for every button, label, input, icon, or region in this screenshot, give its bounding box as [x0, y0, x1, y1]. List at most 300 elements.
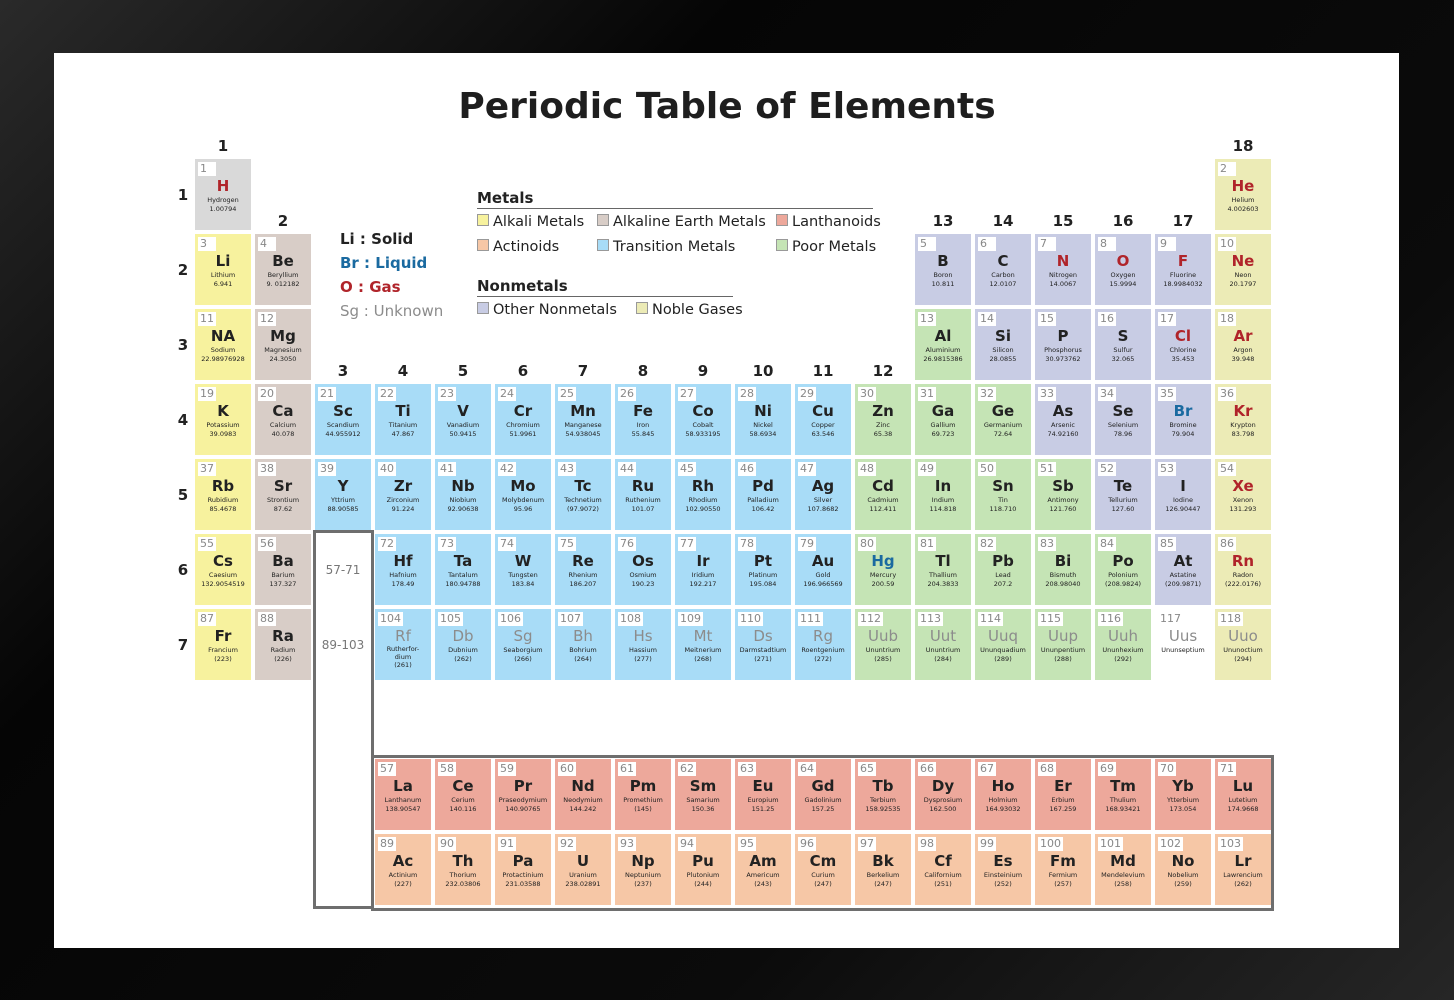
element-name: Silver [813, 496, 833, 504]
element-name: Gallium [930, 421, 956, 429]
element-name: Hafnium [389, 571, 417, 579]
element-name: Barium [271, 571, 295, 579]
atomic-mass: 18.9984032 [1163, 280, 1203, 288]
atomic-mass: (223) [214, 655, 232, 663]
element-cell[interactable] [555, 834, 611, 905]
element-symbol: Po [1112, 552, 1134, 570]
element-cell[interactable] [1215, 609, 1271, 680]
atomic-mass: (251) [934, 880, 952, 888]
atomic-number: 27 [680, 387, 694, 400]
element-symbol: Mo [510, 477, 536, 495]
f-block-bracket [313, 530, 374, 909]
element-cell[interactable] [1215, 159, 1271, 230]
atomic-number: 57 [380, 762, 394, 775]
element-cell[interactable] [855, 609, 911, 680]
element-cell[interactable] [855, 759, 911, 830]
element-cell[interactable] [1035, 309, 1091, 380]
element-symbol: Cl [1174, 327, 1192, 345]
atomic-mass: 190.23 [631, 580, 655, 588]
element-cell[interactable] [1155, 534, 1211, 605]
atomic-mass: 207.2 [993, 580, 1013, 588]
element-symbol: Pr [513, 777, 533, 795]
element-symbol: Pm [629, 777, 657, 795]
element-cell[interactable] [375, 384, 431, 455]
atomic-number: 52 [1100, 462, 1114, 475]
atomic-number: 82 [980, 537, 994, 550]
atomic-mass: 192.217 [689, 580, 717, 588]
element-cell[interactable] [615, 834, 671, 905]
element-name: Roentgenium [801, 646, 845, 654]
element-cell[interactable] [915, 309, 971, 380]
element-name: Ruthenium [625, 496, 661, 504]
element-name: Tungsten [508, 571, 538, 579]
element-cell[interactable] [1095, 309, 1151, 380]
element-cell[interactable] [315, 384, 371, 455]
element-symbol: K [217, 402, 229, 420]
element-symbol: Li [215, 252, 231, 270]
element-name: Americum [746, 871, 780, 879]
element-symbol: Ru [631, 477, 655, 495]
atomic-mass: 204.3833 [927, 580, 959, 588]
element-cell[interactable] [975, 459, 1031, 530]
element-cell[interactable] [435, 609, 491, 680]
atomic-number: 29 [800, 387, 814, 400]
element-cell[interactable] [255, 534, 311, 605]
element-cell[interactable] [375, 459, 431, 530]
element-symbol: Sg [513, 627, 533, 645]
element-cell[interactable] [975, 609, 1031, 680]
atomic-mass: 50.9415 [449, 430, 477, 438]
element-name: Erbium [1051, 796, 1075, 804]
element-cell[interactable] [1095, 459, 1151, 530]
element-cell[interactable] [915, 834, 971, 905]
atomic-number: 21 [320, 387, 334, 400]
atomic-number: 77 [680, 537, 694, 550]
element-cell[interactable] [1095, 384, 1151, 455]
element-name: Lawrencium [1223, 871, 1263, 879]
element-cell[interactable] [435, 459, 491, 530]
element-cell[interactable] [375, 834, 431, 905]
element-cell[interactable] [915, 609, 971, 680]
atomic-number: 115 [1040, 612, 1061, 625]
element-cell[interactable] [495, 759, 551, 830]
element-cell[interactable] [1155, 834, 1211, 905]
element-cell[interactable] [495, 609, 551, 680]
atomic-mass: 174.9668 [1227, 805, 1259, 813]
element-cell[interactable] [615, 534, 671, 605]
element-name: Indium [931, 496, 955, 504]
state-legend-liquid: Br : Liquid [340, 254, 428, 272]
element-name: Antimony [1047, 496, 1079, 504]
legend-swatch [776, 214, 788, 226]
atomic-mass: 138.90547 [385, 805, 421, 813]
legend-swatch [776, 239, 788, 251]
element-cell[interactable] [495, 834, 551, 905]
atomic-mass: (277) [634, 655, 652, 663]
element-symbol: Cd [872, 477, 894, 495]
atomic-number: 111 [800, 612, 821, 625]
atomic-number: 1 [198, 162, 216, 176]
element-symbol: Co [692, 402, 714, 420]
atomic-number: 20 [260, 387, 274, 400]
atomic-number: 94 [680, 837, 694, 850]
element-cell[interactable] [255, 609, 311, 680]
atomic-number: 89 [380, 837, 394, 850]
element-name: Thallium [929, 571, 957, 579]
element-cell[interactable] [1035, 534, 1091, 605]
atomic-number: 71 [1220, 762, 1234, 775]
atomic-number: 73 [440, 537, 454, 550]
element-cell[interactable] [1155, 759, 1211, 830]
atomic-mass: 40.078 [271, 430, 295, 438]
element-name: Samarium [686, 796, 720, 804]
atomic-number: 43 [560, 462, 574, 475]
element-name: Ununhexium [1102, 646, 1144, 654]
element-cell[interactable] [735, 534, 791, 605]
atomic-number: 67 [980, 762, 994, 775]
element-cell[interactable] [675, 609, 731, 680]
element-symbol: Zr [393, 477, 413, 495]
element-cell[interactable] [735, 384, 791, 455]
element-symbol: Ta [453, 552, 473, 570]
element-symbol: Os [632, 552, 654, 570]
atomic-number: 110 [740, 612, 761, 625]
element-cell[interactable] [1215, 384, 1271, 455]
element-cell[interactable] [255, 384, 311, 455]
element-cell[interactable] [1215, 759, 1271, 830]
element-symbol: Re [572, 552, 594, 570]
atomic-mass: 30.973762 [1045, 355, 1081, 363]
element-cell[interactable] [975, 759, 1031, 830]
element-cell[interactable] [195, 459, 251, 530]
element-symbol: I [1180, 477, 1186, 495]
element-name: Aluminium [925, 346, 961, 354]
element-cell[interactable] [1095, 234, 1151, 305]
legend-item [477, 214, 584, 230]
element-cell[interactable] [555, 384, 611, 455]
atomic-mass: 78.96 [1113, 430, 1133, 438]
element-cell[interactable] [795, 459, 851, 530]
atomic-number: 26 [620, 387, 634, 400]
element-cell[interactable] [975, 834, 1031, 905]
element-symbol: Sb [1052, 477, 1074, 495]
element-name: Magnesium [264, 346, 302, 354]
atomic-mass: (272) [814, 655, 832, 663]
element-symbol: Zn [872, 402, 894, 420]
element-cell[interactable] [435, 834, 491, 905]
element-symbol: Se [1112, 402, 1134, 420]
atomic-mass: 87.62 [273, 505, 293, 513]
state-legend-gas: O : Gas [340, 278, 401, 296]
element-name: Xenon [1232, 496, 1254, 504]
group-label: 5 [457, 362, 469, 380]
element-symbol: At [1173, 552, 1193, 570]
element-cell[interactable] [855, 459, 911, 530]
element-cell[interactable] [375, 534, 431, 605]
element-cell[interactable] [1215, 309, 1271, 380]
atomic-number: 91 [500, 837, 514, 850]
element-name: Cadmium [867, 496, 899, 504]
element-cell[interactable] [735, 759, 791, 830]
element-cell[interactable] [615, 759, 671, 830]
element-name: Neon [1234, 271, 1252, 279]
atomic-mass: 158.92535 [865, 805, 901, 813]
element-cell[interactable] [915, 459, 971, 530]
element-symbol: Tb [872, 777, 894, 795]
element-cell[interactable] [1155, 234, 1211, 305]
state-legend-solid: Li : Solid [340, 230, 414, 248]
element-cell[interactable] [495, 534, 551, 605]
element-cell[interactable] [495, 459, 551, 530]
group-label: 9 [697, 362, 709, 380]
element-cell[interactable] [555, 534, 611, 605]
element-name: Nitrogen [1049, 271, 1077, 279]
element-name: Radium [270, 646, 296, 654]
element-cell[interactable] [795, 534, 851, 605]
atomic-mass: 92.90638 [447, 505, 479, 513]
element-cell[interactable] [1215, 834, 1271, 905]
element-cell[interactable] [615, 609, 671, 680]
element-cell[interactable] [315, 459, 371, 530]
element-cell[interactable] [1035, 759, 1091, 830]
element-name: Meitnerium [684, 646, 722, 654]
element-name: Yttrium [331, 496, 355, 504]
element-cell[interactable] [675, 834, 731, 905]
element-symbol: Te [1113, 477, 1133, 495]
atomic-number: 49 [920, 462, 934, 475]
element-symbol: Ar [1233, 327, 1253, 345]
element-cell[interactable] [195, 534, 251, 605]
element-cell[interactable] [795, 759, 851, 830]
atomic-mass: 6.941 [213, 280, 233, 288]
element-cell[interactable] [435, 384, 491, 455]
atomic-mass: 28.0855 [989, 355, 1017, 363]
element-name: Rutherfor- dium [386, 645, 420, 661]
element-cell[interactable] [795, 834, 851, 905]
element-cell[interactable] [1155, 384, 1211, 455]
element-cell[interactable] [555, 459, 611, 530]
legend-divider [477, 296, 733, 297]
element-name: Uranium [569, 871, 597, 879]
element-symbol: Eu [752, 777, 774, 795]
atomic-number: 13 [920, 312, 934, 325]
legend-label: Actinoids [493, 239, 560, 255]
atomic-mass: (145) [634, 805, 652, 813]
element-cell[interactable] [735, 834, 791, 905]
element-cell[interactable] [1095, 759, 1151, 830]
element-cell[interactable] [855, 534, 911, 605]
atomic-mass: (271) [754, 655, 772, 663]
element-symbol: Rh [691, 477, 715, 495]
element-symbol: Ga [931, 402, 955, 420]
element-cell[interactable] [555, 759, 611, 830]
element-name: Rubidium [207, 496, 239, 504]
atomic-number: 44 [620, 462, 634, 475]
element-cell[interactable] [975, 384, 1031, 455]
legend-label: Lanthanoids [792, 214, 881, 230]
atomic-number: 16 [1100, 312, 1114, 325]
element-cell[interactable] [1155, 309, 1211, 380]
atomic-mass: (261) [394, 661, 412, 669]
element-cell[interactable] [975, 234, 1031, 305]
element-cell[interactable] [1035, 834, 1091, 905]
element-cell[interactable] [1155, 609, 1211, 680]
element-symbol: Rf [395, 627, 411, 645]
element-symbol: P [1057, 327, 1069, 345]
atomic-mass: 173.054 [1169, 805, 1197, 813]
element-cell[interactable] [795, 384, 851, 455]
element-cell[interactable] [735, 459, 791, 530]
element-symbol: Bh [573, 627, 593, 645]
atomic-number: 104 [380, 612, 401, 625]
atomic-mass: 44.955912 [325, 430, 361, 438]
element-cell[interactable] [1035, 384, 1091, 455]
atomic-number: 60 [560, 762, 574, 775]
atomic-number: 22 [380, 387, 394, 400]
element-cell[interactable] [675, 459, 731, 530]
element-cell[interactable] [1155, 459, 1211, 530]
element-cell[interactable] [1215, 459, 1271, 530]
element-symbol: H [216, 177, 230, 195]
element-name: Fermium [1048, 871, 1078, 879]
element-cell[interactable] [615, 459, 671, 530]
element-cell[interactable] [675, 384, 731, 455]
element-symbol: Cu [812, 402, 834, 420]
atomic-mass: 39.0983 [209, 430, 237, 438]
atomic-mass: 121.760 [1049, 505, 1077, 513]
element-cell[interactable] [1035, 459, 1091, 530]
legend-label: Noble Gases [652, 302, 743, 318]
legend-item [636, 302, 743, 318]
atomic-number: 46 [740, 462, 754, 475]
element-symbol: Tm [1110, 777, 1136, 795]
element-cell[interactable] [915, 759, 971, 830]
element-cell[interactable] [195, 384, 251, 455]
atomic-mass: 196.966569 [803, 580, 843, 588]
element-name: Actinium [388, 871, 418, 879]
element-cell[interactable] [375, 609, 431, 680]
atomic-mass: 178.49 [391, 580, 415, 588]
element-cell[interactable] [255, 309, 311, 380]
element-symbol: Er [1054, 777, 1072, 795]
element-cell[interactable] [915, 534, 971, 605]
element-symbol: Md [1110, 852, 1136, 870]
atomic-mass: (266) [514, 655, 532, 663]
atomic-mass: 140.90765 [505, 805, 541, 813]
element-cell[interactable] [675, 759, 731, 830]
atomic-number: 47 [800, 462, 814, 475]
element-symbol: Mt [693, 627, 713, 645]
atomic-number: 48 [860, 462, 874, 475]
element-name: Einsteinium [983, 871, 1023, 879]
element-cell[interactable] [195, 609, 251, 680]
element-name: Cerium [451, 796, 475, 804]
element-symbol: Ds [753, 627, 773, 645]
atomic-mass: 32.065 [1111, 355, 1135, 363]
group-label: 13 [932, 212, 954, 230]
element-cell[interactable] [735, 609, 791, 680]
element-cell[interactable] [435, 534, 491, 605]
atomic-number: 75 [560, 537, 574, 550]
element-cell[interactable] [375, 759, 431, 830]
atomic-number: 14 [980, 312, 994, 325]
element-cell[interactable] [975, 534, 1031, 605]
element-cell[interactable] [915, 234, 971, 305]
element-cell[interactable] [855, 834, 911, 905]
element-symbol: U [576, 852, 590, 870]
element-symbol: Cs [213, 552, 233, 570]
element-symbol: Xe [1232, 477, 1254, 495]
atomic-mass: 15.9994 [1109, 280, 1137, 288]
group-label: 1 [217, 137, 229, 155]
atomic-mass: (258) [1114, 880, 1132, 888]
atomic-mass: 63.546 [811, 430, 835, 438]
element-cell[interactable] [1035, 609, 1091, 680]
element-cell[interactable] [1035, 234, 1091, 305]
element-cell[interactable] [975, 309, 1031, 380]
element-cell[interactable] [435, 759, 491, 830]
atomic-mass: 180.94788 [445, 580, 481, 588]
atomic-number: 79 [800, 537, 814, 550]
element-cell[interactable] [495, 384, 551, 455]
element-symbol: Br [1173, 402, 1193, 420]
atomic-number: 114 [980, 612, 1001, 625]
element-cell[interactable] [255, 234, 311, 305]
element-symbol: Hf [393, 552, 413, 570]
element-cell[interactable] [1215, 234, 1271, 305]
element-cell[interactable] [195, 309, 251, 380]
element-cell[interactable] [255, 459, 311, 530]
element-symbol: Dy [931, 777, 955, 795]
atomic-mass: 85.4678 [209, 505, 237, 513]
element-name: Ununpentium [1040, 646, 1086, 654]
element-name: Ytterbium [1166, 796, 1200, 804]
element-cell[interactable] [1095, 609, 1151, 680]
atomic-number: 66 [920, 762, 934, 775]
atomic-mass: 106.42 [751, 505, 775, 513]
element-cell[interactable] [195, 159, 251, 230]
atomic-number: 24 [500, 387, 514, 400]
element-name: Zirconium [386, 496, 420, 504]
element-symbol: Yb [1172, 777, 1194, 795]
element-symbol: He [1231, 177, 1255, 195]
element-cell[interactable] [615, 384, 671, 455]
atomic-mass: (262) [454, 655, 472, 663]
atomic-mass: 26.9815386 [923, 355, 963, 363]
atomic-mass: 83.798 [1231, 430, 1255, 438]
element-cell[interactable] [1095, 534, 1151, 605]
atomic-mass: 58.933195 [685, 430, 721, 438]
atomic-mass: 72.64 [993, 430, 1013, 438]
element-cell[interactable] [915, 384, 971, 455]
element-cell[interactable] [555, 609, 611, 680]
element-cell[interactable] [1215, 534, 1271, 605]
group-label: 10 [752, 362, 774, 380]
group-label: 8 [637, 362, 649, 380]
element-symbol: Fe [633, 402, 653, 420]
element-cell[interactable] [675, 534, 731, 605]
element-cell[interactable] [795, 609, 851, 680]
element-name: Terbium [870, 796, 896, 804]
atomic-number: 4 [258, 237, 276, 251]
element-cell[interactable] [855, 384, 911, 455]
element-symbol: Uut [929, 627, 957, 645]
atomic-mass: 74.92160 [1047, 430, 1079, 438]
element-cell[interactable] [195, 234, 251, 305]
group-label: 18 [1232, 137, 1254, 155]
element-symbol: No [1171, 852, 1195, 870]
element-cell[interactable] [1095, 834, 1151, 905]
